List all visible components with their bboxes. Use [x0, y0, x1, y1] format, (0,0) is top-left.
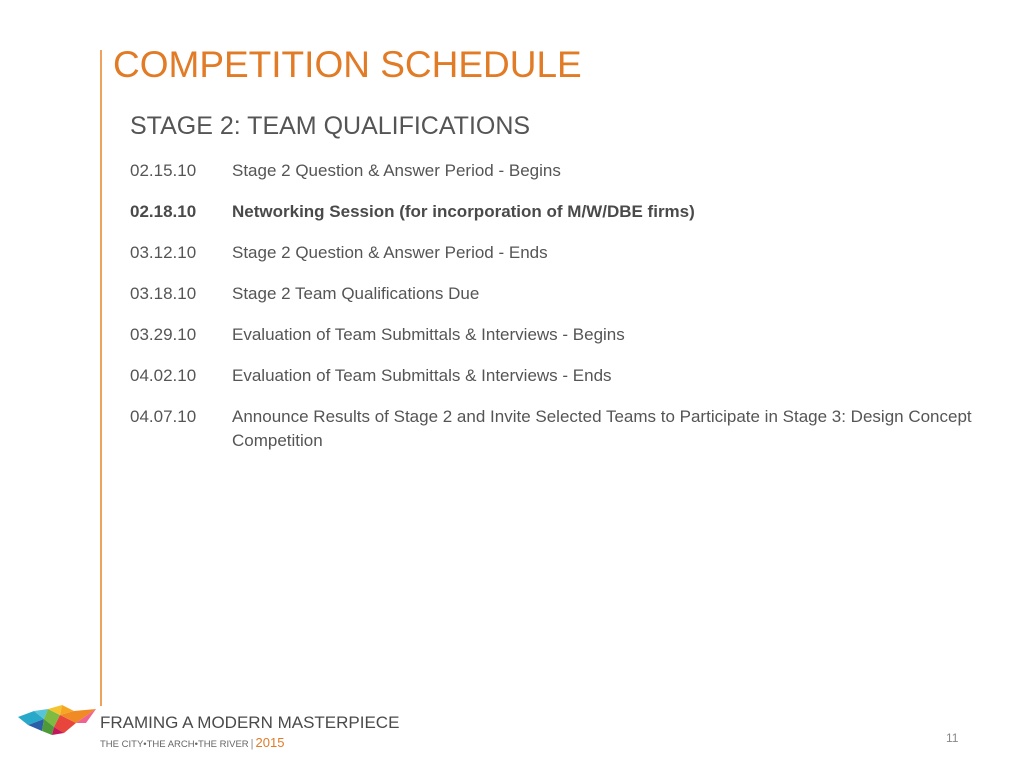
tagline-text: THE CITY•THE ARCH•THE RIVER	[100, 739, 249, 750]
schedule-event: Stage 2 Team Qualifications Due	[232, 284, 480, 303]
slide-subtitle: STAGE 2: TEAM QUALIFICATIONS	[130, 112, 531, 140]
tagline-separator: |	[250, 738, 254, 750]
schedule-date: 02.18.10	[130, 202, 197, 221]
schedule-row	[130, 405, 1010, 453]
schedule-event: Evaluation of Team Submittals & Interviews - Begins	[232, 325, 625, 344]
schedule-date: 03.18.10	[130, 284, 197, 303]
schedule-list	[130, 159, 1010, 470]
geometric-frame-logo-icon	[18, 705, 96, 737]
schedule-row	[130, 159, 1010, 183]
schedule-row	[130, 323, 1010, 347]
slide-title: COMPETITION SCHEDULE	[113, 44, 582, 85]
schedule-event: Stage 2 Question & Answer Period - Ends	[232, 243, 548, 262]
schedule-event: Networking Session (for incorporation of M/W/DBE firms)	[232, 202, 695, 221]
tagline-year: 2015	[255, 735, 285, 750]
schedule-date: 03.29.10	[130, 325, 197, 344]
brand-tagline	[100, 735, 284, 750]
schedule-date: 04.07.10	[130, 407, 197, 426]
vertical-accent-rule	[100, 50, 102, 706]
page-number: 11	[946, 731, 959, 745]
schedule-row	[130, 364, 1010, 388]
schedule-row	[130, 241, 1010, 265]
schedule-event: Evaluation of Team Submittals & Interviews - Ends	[232, 366, 612, 385]
schedule-row	[130, 200, 1010, 224]
schedule-event: Announce Results of Stage 2 and Invite Selected Teams to Participate in Stage 3: Design Concept Competition	[232, 407, 972, 450]
schedule-date: 02.15.10	[130, 161, 197, 180]
schedule-date: 04.02.10	[130, 366, 197, 385]
brand-name: FRAMING A MODERN MASTERPIECE	[100, 713, 400, 732]
schedule-date: 03.12.10	[130, 243, 197, 262]
schedule-row	[130, 282, 1010, 306]
schedule-event: Stage 2 Question & Answer Period - Begins	[232, 161, 561, 180]
